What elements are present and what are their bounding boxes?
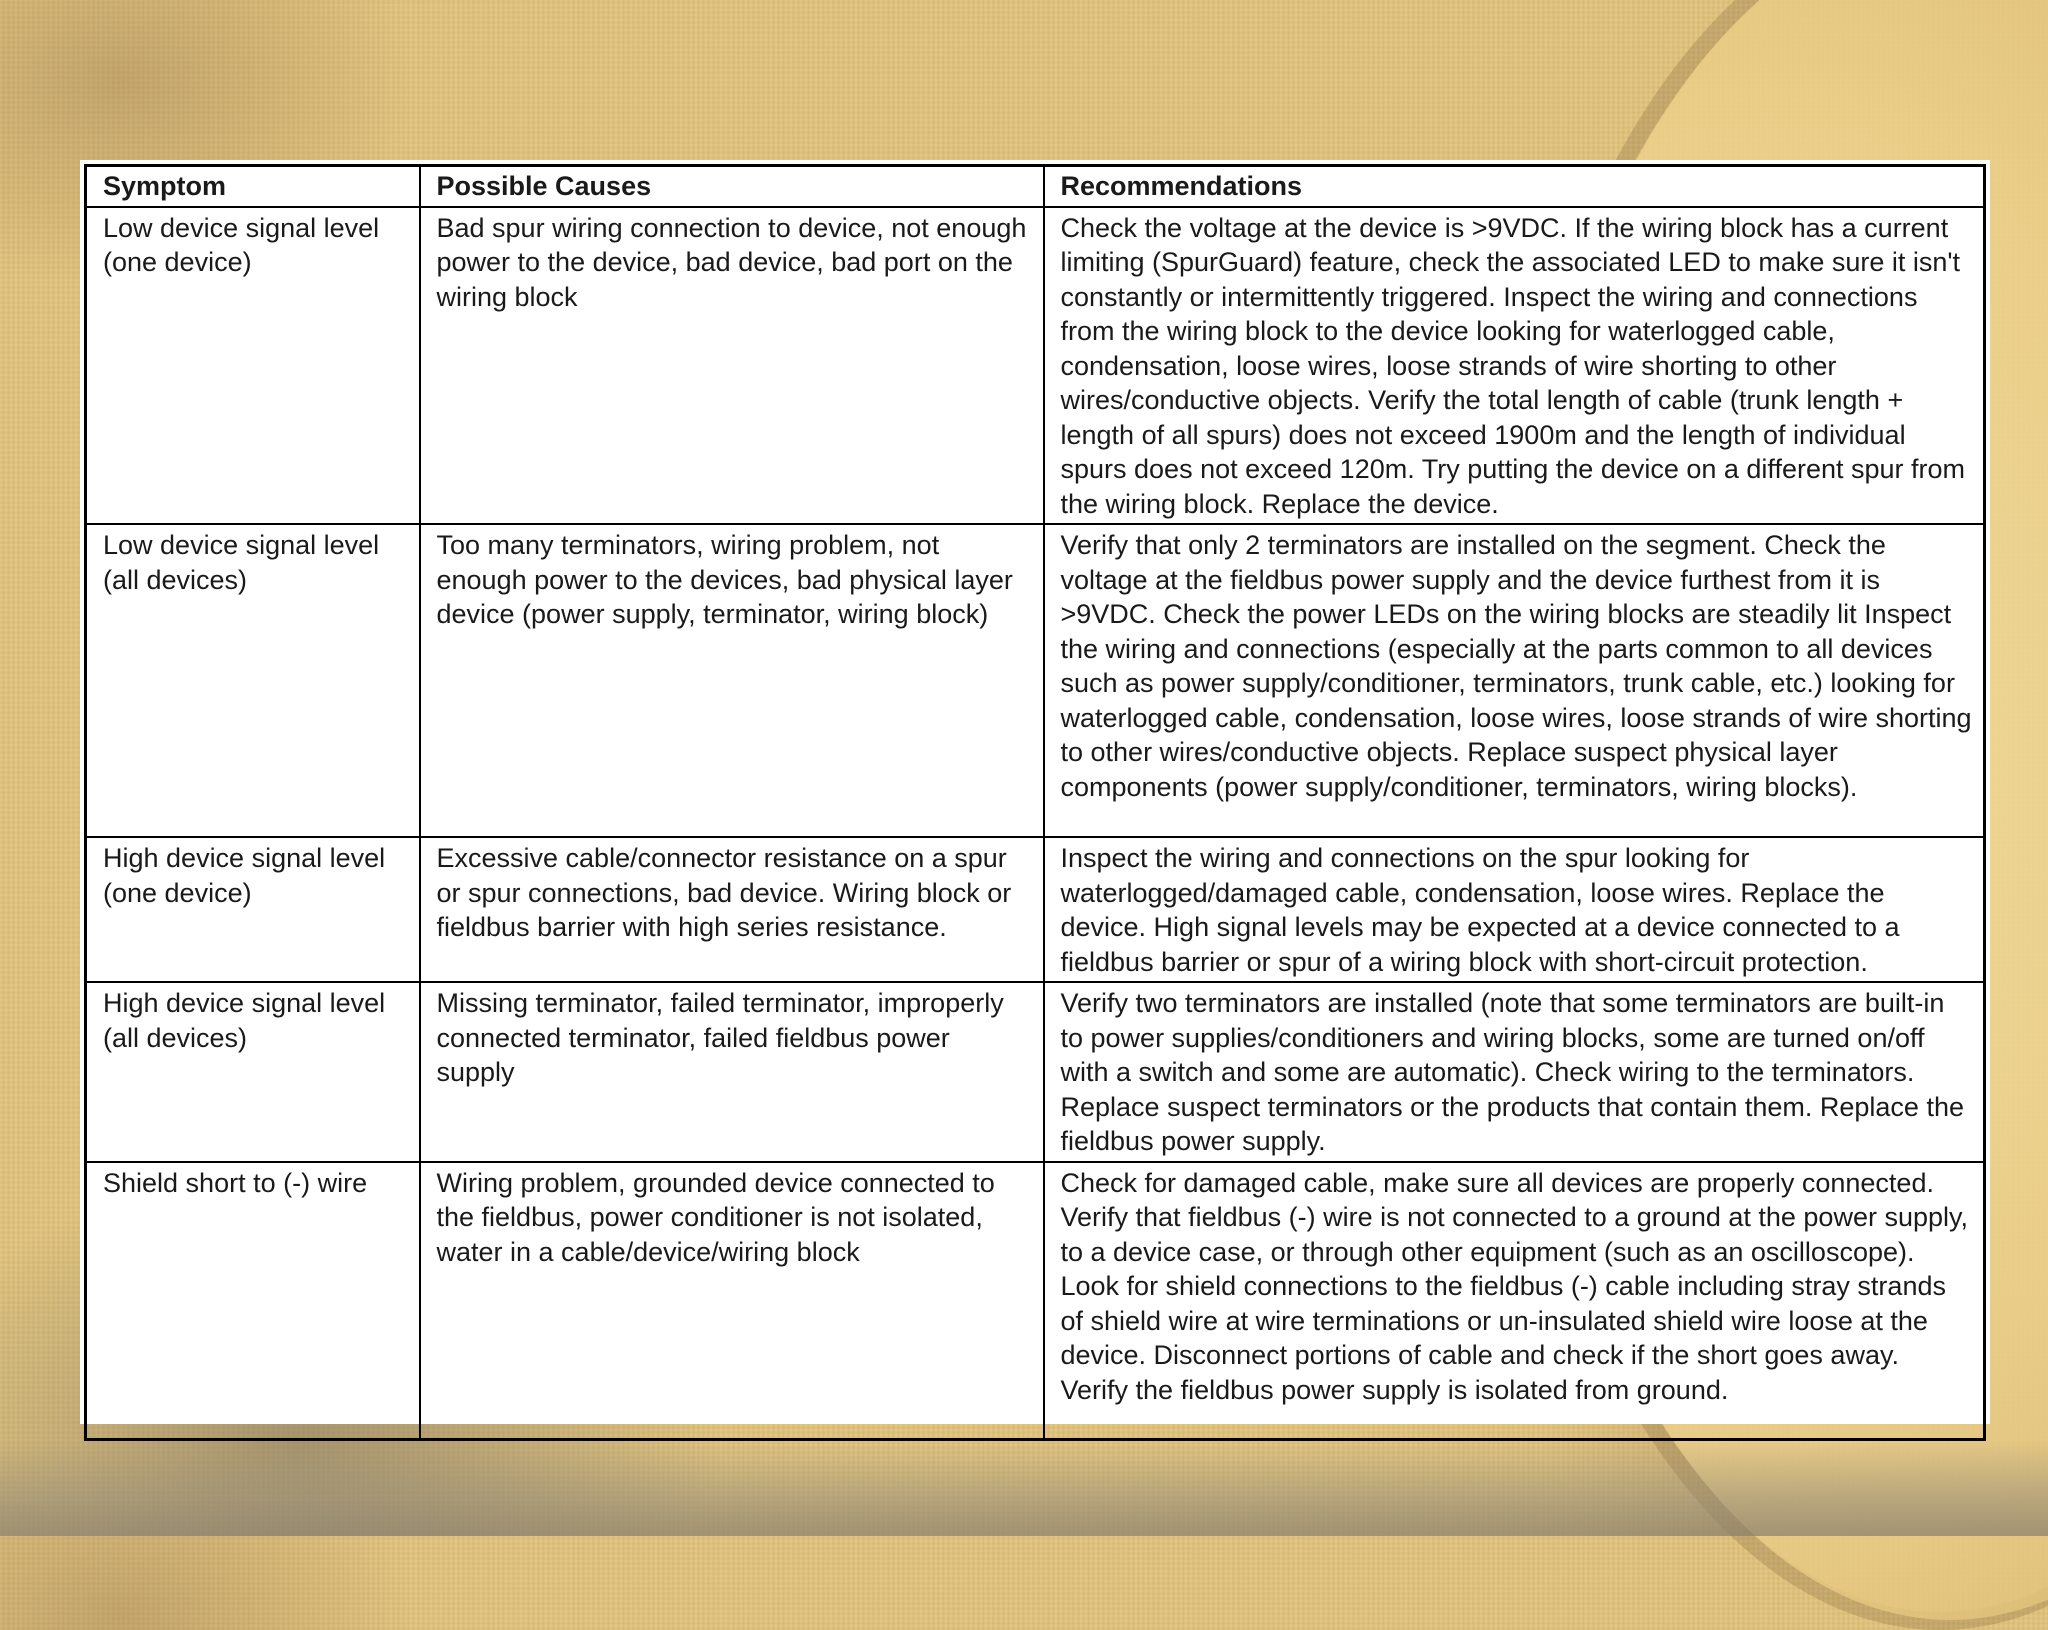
causes-cell: Excessive cable/connector resistance on a spur or spur connections, bad device. Wiring block or fieldbus barrier with high series resistance. <box>420 837 1044 982</box>
symptom-cell: High device signal level (one device) <box>86 837 420 982</box>
recommendations-cell: Verify that only 2 terminators are installed on the segment. Check the voltage at the fieldbus power supply and the device furthest from it is >9VDC. Check the power LEDs on the wiring blocks are steadily lit Inspect the wiring and connections (especially at the parts common to all devices such as power supply/conditioner, terminators, trunk cable, etc.) looking for waterlogged cable, condensation, loose wires, loose strands of wire shorting to other wires/conductive objects. Replace suspect physical layer components (power supply/conditioner, terminators, wiring blocks). <box>1044 524 1985 837</box>
causes-cell: Wiring problem, grounded device connected to the fieldbus, power conditioner is not isolated, water in a cable/device/wiring block <box>420 1162 1044 1440</box>
table-row <box>86 837 1985 982</box>
recommendations-cell: Inspect the wiring and connections on the spur looking for waterlogged/damaged cable, condensation, loose wires. Replace the device. High signal levels may be expected at a device connected to a fieldbus barrier or spur of a wiring block with short-circuit protection. <box>1044 837 1985 982</box>
troubleshooting-table-panel <box>80 160 1990 1424</box>
table-row <box>86 524 1985 837</box>
recommendations-cell: Verify two terminators are installed (note that some terminators are built-in to power supplies/conditioners and wiring blocks, some are turned on/off with a switch and some are automatic). Check wiring to the terminators. Replace suspect terminators or the products that contain them. Replace the fieldbus power supply. <box>1044 982 1985 1162</box>
causes-cell: Missing terminator, failed terminator, improperly connected terminator, failed fieldbus power supply <box>420 982 1044 1162</box>
table-row <box>86 1162 1985 1440</box>
symptom-cell: Low device signal level (all devices) <box>86 524 420 837</box>
table-row <box>86 982 1985 1162</box>
causes-cell: Too many terminators, wiring problem, not enough power to the devices, bad physical layer device (power supply, terminator, wiring block) <box>420 524 1044 837</box>
header-recommendations: Recommendations <box>1044 166 1985 207</box>
symptom-cell: Shield short to (-) wire <box>86 1162 420 1440</box>
symptom-cell: Low device signal level (one device) <box>86 207 420 525</box>
background-bottom-band <box>0 1440 2048 1536</box>
header-possible-causes: Possible Causes <box>420 166 1044 207</box>
causes-cell: Bad spur wiring connection to device, not enough power to the device, bad device, bad port on the wiring block <box>420 207 1044 525</box>
header-symptom: Symptom <box>86 166 420 207</box>
table-header-row <box>86 166 1985 207</box>
recommendations-cell: Check the voltage at the device is >9VDC. If the wiring block has a current limiting (SpurGuard) feature, check the associated LED to make sure it isn't constantly or intermittently triggered. Inspect the wiring and connections from the wiring block to the device looking for waterlogged cable, condensation, loose wires, loose strands of wire shorting to other wires/conductive objects. Verify the total length of cable (trunk length + length of all spurs) does not exceed 1900m and the length of individual spurs does not exceed 120m. Try putting the device on a different spur from the wiring block. Replace the device. <box>1044 207 1985 525</box>
recommendations-cell: Check for damaged cable, make sure all devices are properly connected. Verify that fieldbus (-) wire is not connected to a ground at the power supply, to a device case, or through other equipment (such as an oscilloscope). Look for shield connections to the fieldbus (-) cable including stray strands of shield wire at wire terminations or un-insulated shield wire loose at the device. Disconnect portions of cable and check if the short goes away. Verify the fieldbus power supply is isolated from ground. <box>1044 1162 1985 1440</box>
table-row <box>86 207 1985 525</box>
symptom-cell: High device signal level (all devices) <box>86 982 420 1162</box>
troubleshooting-table <box>84 164 1986 1441</box>
